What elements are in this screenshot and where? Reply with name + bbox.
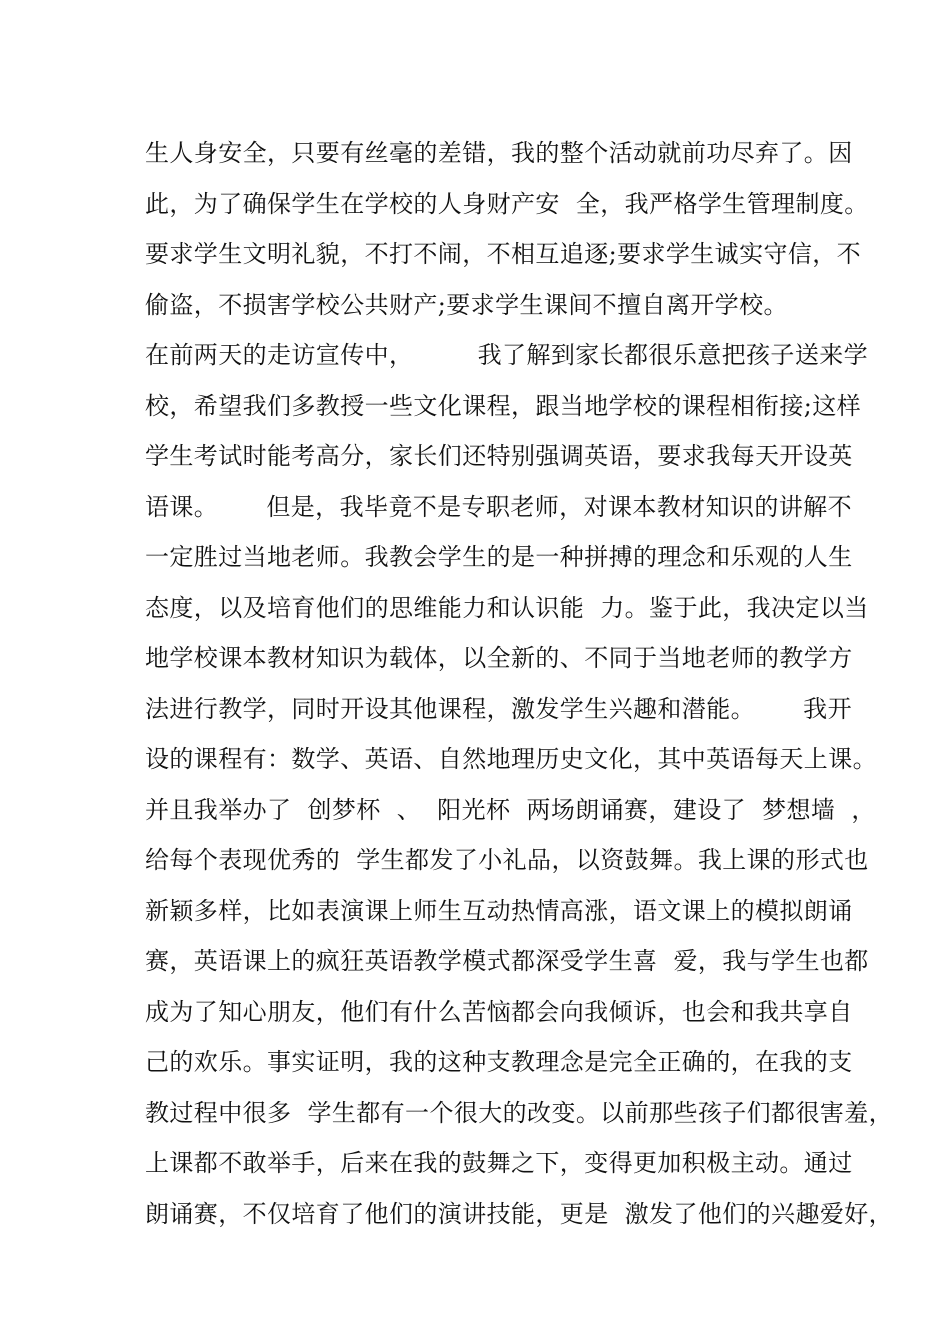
text-line: 新颖多样，比如表演课上师生互动热情高涨，语文课上的模拟朗诵	[145, 896, 853, 925]
text-line: 朗诵赛，不仅培育了他们的演讲技能，更是 激发了他们的兴趣爱好，	[145, 1199, 894, 1228]
text-line: 设的课程有：数学、英语、自然地理历史文化，其中英语每天上课。	[145, 745, 877, 773]
text-line: 校，希望我们多教授一些文化课程，跟当地学校的课程相衔接;这样	[145, 391, 862, 420]
text-line: 学生考试时能考高分，家长们还特别强调英语，要求我每天开设英	[145, 442, 853, 470]
text-line: 要求学生文明礼貌，不打不闹，不相互追逐;要求学生诚实守信，不	[145, 240, 862, 268]
text-line: 此，为了确保学生在学校的人身财产安 全，我严格学生管理制度。	[145, 189, 869, 218]
text-line: 法进行教学，同时开设其他课程，激发学生兴趣和潜能。 我开	[145, 694, 852, 723]
text-line: 上课都不敢举手，后来在我的鼓舞之下，变得更加积极主动。通过	[145, 1149, 853, 1177]
text-line: 教过程中很多 学生都有一个很大的改变。以前那些孩子们都很害羞，	[145, 1098, 894, 1127]
text-line: 成为了知心朋友，他们有什么苦恼都会向我倾诉，也会和我共享自	[145, 997, 853, 1026]
text-line: 赛，英语课上的疯狂英语教学模式都深受学生喜 爱，我与学生也都	[145, 947, 869, 975]
text-line: 一定胜过当地老师。我教会学生的是一种拼搏的理念和乐观的人生	[145, 543, 853, 571]
text-line: 给每个表现优秀的 学生都发了小礼品，以资鼓舞。我上课的形式也	[145, 846, 869, 874]
text-line: 地学校课本教材知识为载体，以全新的、不同于当地老师的教学方	[145, 644, 853, 672]
text-line: 生人身安全，只要有丝毫的差错，我的整个活动就前功尽弃了。因	[145, 139, 853, 167]
text-line: 态度，以及培育他们的思维能力和认识能 力。鉴于此，我决定以当	[145, 593, 869, 622]
text-line: 偷盗，不损害学校公共财产;要求学生课间不擅自离开学校。	[145, 290, 788, 319]
text-line: 在前两天的走访宣传中， 我了解到家长都很乐意把孩子送来学	[145, 341, 869, 369]
text-line: 语课。 但是，我毕竟不是专职老师，对课本教材知识的讲解不	[145, 492, 852, 521]
text-line: 并且我举办了 创梦杯 、 阳光杯 两场朗诵赛，建设了 梦想墙 ，	[145, 795, 876, 824]
body-text	[145, 133, 894, 1244]
text-line: 己的欢乐。事实证明，我的这种支教理念是完全正确的，在我的支	[145, 1048, 853, 1076]
